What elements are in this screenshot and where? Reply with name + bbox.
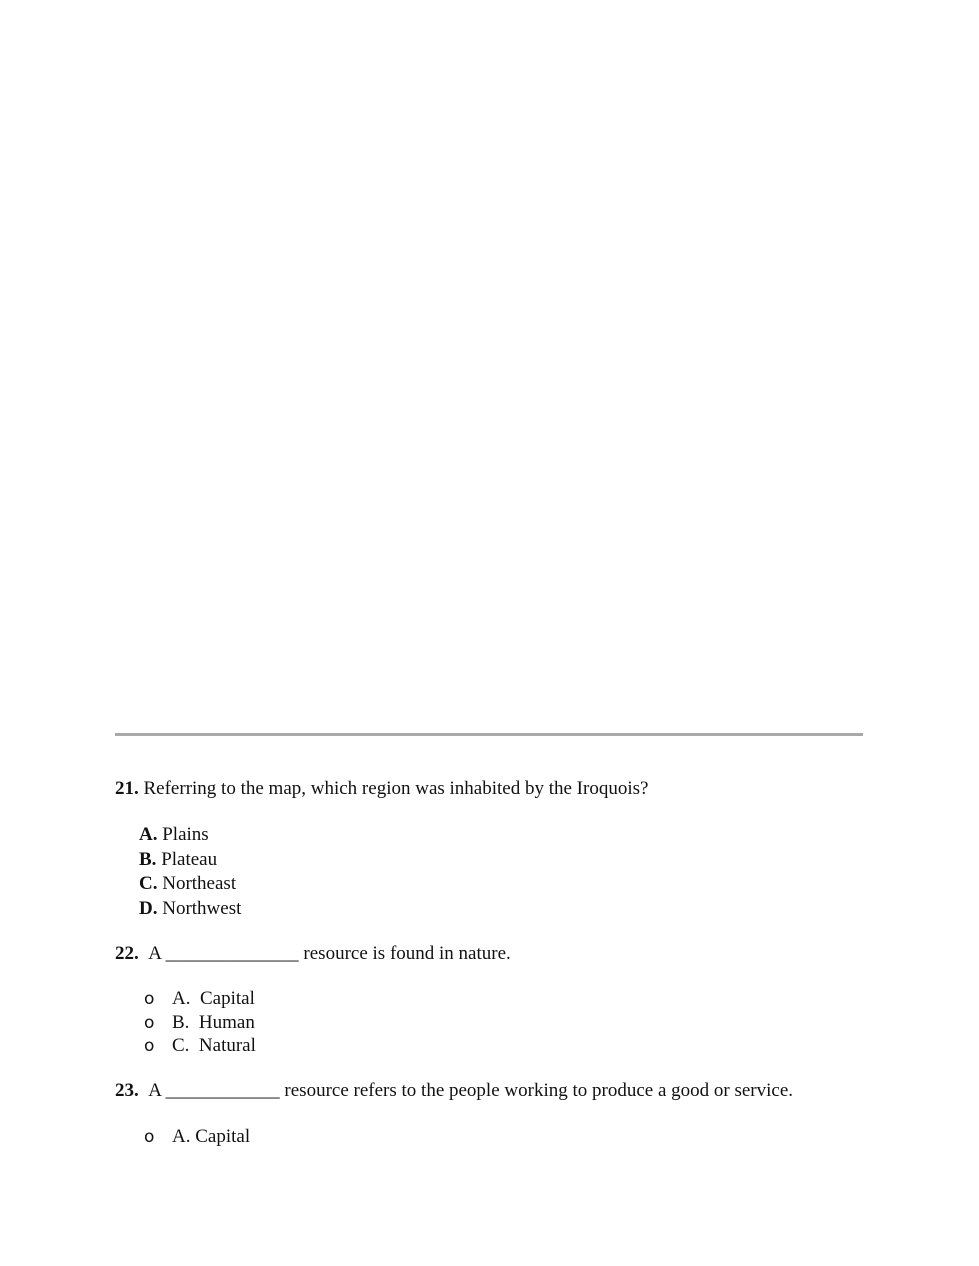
option-a[interactable]: o A. Capital	[144, 987, 256, 1011]
question-text: A ______________ resource is found in nature.	[148, 943, 511, 964]
bullet-icon: o	[144, 989, 155, 1009]
bullet-icon: o	[144, 1036, 155, 1057]
question-number: 23.	[115, 1080, 139, 1101]
question-text: A ____________ resource refers to the people working to produce a good or service.	[148, 1080, 794, 1101]
bullet-icon: o	[144, 1012, 155, 1033]
question-23	[115, 1080, 793, 1102]
option-b[interactable]: B. Plateau	[139, 848, 218, 870]
answer-options-21	[139, 823, 241, 922]
question-text: Referring to the map, which region was inhabited by the Iroquois?	[143, 778, 649, 799]
option-d[interactable]: D. Northwest	[139, 898, 242, 920]
option-c[interactable]: o C. Natural	[144, 1034, 256, 1058]
option-a[interactable]: A. Plains	[139, 824, 209, 845]
bullet-icon: o	[144, 1127, 155, 1147]
question-22	[115, 943, 511, 965]
question-number: 22.	[115, 943, 139, 964]
question-21	[115, 778, 648, 800]
option-b[interactable]: o B. Human	[144, 1011, 256, 1035]
option-a[interactable]: o A. Capital	[144, 1125, 250, 1149]
answer-options-23	[144, 1125, 250, 1149]
option-c[interactable]: C. Northeast	[139, 873, 237, 895]
question-number: 21.	[115, 778, 139, 799]
answer-options-22	[144, 987, 256, 1058]
horizontal-divider	[115, 733, 863, 736]
